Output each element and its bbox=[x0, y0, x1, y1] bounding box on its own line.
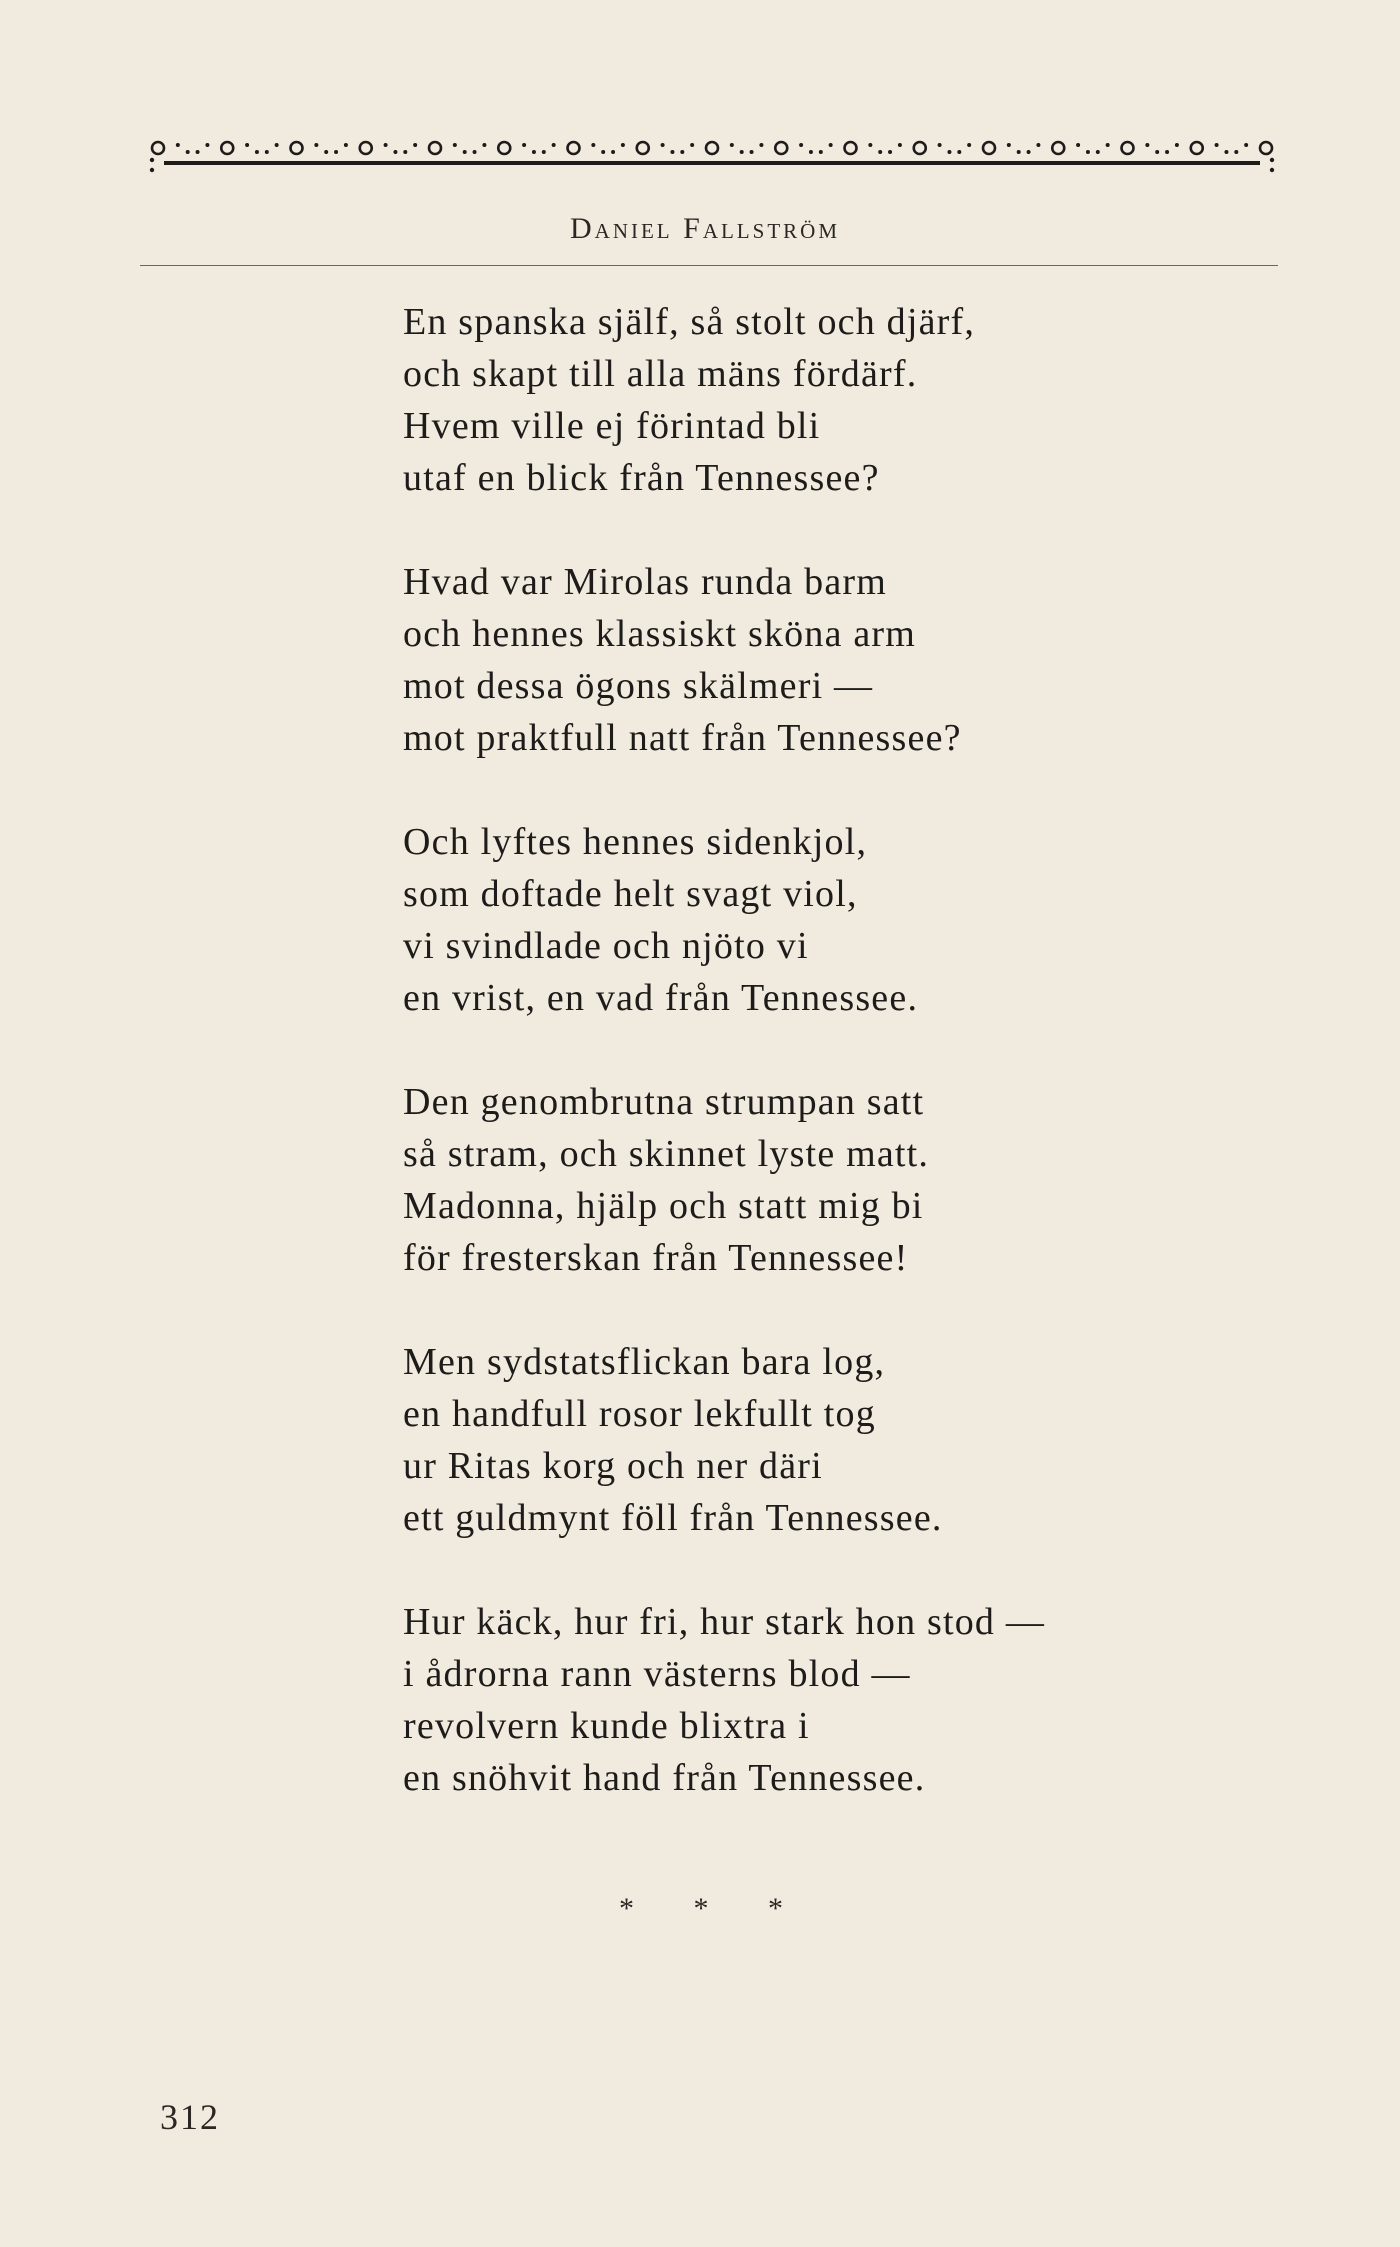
ornament-ring bbox=[221, 142, 233, 154]
ornament-dot bbox=[403, 150, 407, 154]
ornament-dot bbox=[1234, 150, 1238, 154]
ornament-dot bbox=[196, 150, 200, 154]
ornament-dot bbox=[1175, 143, 1179, 147]
ornament-dot bbox=[690, 143, 694, 147]
ornament-dot bbox=[1155, 150, 1159, 154]
ornament-ring bbox=[637, 142, 649, 154]
ornament-ring bbox=[775, 142, 787, 154]
poem-line: En spanska själf, så stolt och djärf, bbox=[403, 301, 976, 343]
ornament-ring bbox=[983, 142, 995, 154]
page-number: 312 bbox=[160, 2097, 220, 2137]
ornament-dot bbox=[868, 143, 872, 147]
ornament-dot bbox=[522, 143, 526, 147]
poem-line: en handfull rosor lekfullt tog bbox=[403, 1393, 876, 1435]
ornament-ring bbox=[152, 142, 164, 154]
poem bbox=[403, 296, 1303, 1856]
ornament-dot bbox=[205, 143, 209, 147]
ornament-dot bbox=[938, 143, 942, 147]
poem-line: en vrist, en vad från Tennessee. bbox=[403, 977, 919, 1019]
ornament-dot bbox=[1017, 150, 1021, 154]
ornament-corner-dot bbox=[1270, 158, 1274, 162]
poem-line: Men sydstatsflickan bara log, bbox=[403, 1341, 886, 1383]
ornament-ring bbox=[291, 142, 303, 154]
poem-line: revolvern kunde blixtra i bbox=[403, 1705, 810, 1747]
ornament-dot bbox=[314, 143, 318, 147]
ornament-dot bbox=[1036, 143, 1040, 147]
ornament-dot bbox=[482, 143, 486, 147]
ornament-bar bbox=[164, 161, 1260, 165]
ornament-dot bbox=[186, 150, 190, 154]
ornament-dot bbox=[670, 150, 674, 154]
ornament-dot bbox=[1145, 143, 1149, 147]
ornament-dot bbox=[591, 143, 595, 147]
ornament-dot bbox=[1244, 143, 1248, 147]
asterism-divider: * * * bbox=[619, 1892, 809, 1925]
poem-line: mot praktfull natt från Tennessee? bbox=[403, 717, 962, 759]
ornament-ring bbox=[1260, 142, 1272, 154]
ornament-ring bbox=[1052, 142, 1064, 154]
ornament-dot bbox=[463, 150, 467, 154]
ornament-dot bbox=[453, 143, 457, 147]
poem-line: Hvad var Mirolas runda barm bbox=[403, 561, 888, 603]
ornament-dot bbox=[740, 150, 744, 154]
ornament-corner-dot bbox=[150, 158, 154, 162]
ornament-corner-dot bbox=[150, 168, 154, 172]
ornament-dot bbox=[730, 143, 734, 147]
ornament-dot bbox=[967, 143, 971, 147]
ornament-dot bbox=[898, 143, 902, 147]
poem-line: Madonna, hjälp och statt mig bi bbox=[403, 1185, 924, 1227]
ornament-dot bbox=[888, 150, 892, 154]
ornament-dot bbox=[1106, 143, 1110, 147]
poem-line: mot dessa ögons skälmeri — bbox=[403, 665, 874, 707]
ornament-dot bbox=[1165, 150, 1169, 154]
ornament-dot bbox=[799, 143, 803, 147]
ornament-ring bbox=[568, 142, 580, 154]
poem-line: ett guldmynt föll från Tennessee. bbox=[403, 1497, 943, 1539]
ornament-dot bbox=[275, 143, 279, 147]
poem-line: som doftade helt svagt viol, bbox=[403, 873, 858, 915]
ornament-dot bbox=[621, 143, 625, 147]
ornamental-border bbox=[148, 128, 1276, 188]
poem-line: så stram, och skinnet lyste matt. bbox=[403, 1133, 930, 1175]
poem-line: en snöhvit hand från Tennessee. bbox=[403, 1757, 926, 1799]
ornament-ring bbox=[914, 142, 926, 154]
ornament-dot bbox=[947, 150, 951, 154]
ornament-ring bbox=[845, 142, 857, 154]
ornament-dot bbox=[1215, 143, 1219, 147]
ornament-dot bbox=[1027, 150, 1031, 154]
ornament-dot bbox=[957, 150, 961, 154]
ornament-dot bbox=[1086, 150, 1090, 154]
stanza bbox=[403, 1336, 1303, 1544]
ornament-dot bbox=[245, 143, 249, 147]
ornament-dot bbox=[759, 143, 763, 147]
ornament-dot bbox=[542, 150, 546, 154]
poem-line: vi svindlade och njöto vi bbox=[403, 925, 809, 967]
ornament-dot bbox=[611, 150, 615, 154]
poem-line: ur Ritas korg och ner däri bbox=[403, 1445, 823, 1487]
poem-line: för fresterskan från Tennessee! bbox=[403, 1237, 909, 1279]
ornament-dot bbox=[255, 150, 259, 154]
ornament-dot bbox=[344, 143, 348, 147]
ornament-dot bbox=[750, 150, 754, 154]
poem-line: Hur käck, hur fri, hur stark hon stod — bbox=[403, 1601, 1046, 1643]
ornament-dot bbox=[552, 143, 556, 147]
ornament-chain bbox=[150, 142, 1274, 172]
poem-line: Den genombrutna strumpan satt bbox=[403, 1081, 925, 1123]
ornament-dot bbox=[176, 143, 180, 147]
ornament-dot bbox=[532, 150, 536, 154]
poem-line: och hennes klassiskt sköna arm bbox=[403, 613, 917, 655]
poem-line: Och lyftes hennes sidenkjol, bbox=[403, 821, 868, 863]
ornament-dot bbox=[393, 150, 397, 154]
poem-line: utaf en blick från Tennessee? bbox=[403, 457, 880, 499]
ornament-ring bbox=[706, 142, 718, 154]
ornament-dot bbox=[809, 150, 813, 154]
ornament-dot bbox=[878, 150, 882, 154]
poem-line: i ådrorna rann västerns blod — bbox=[403, 1653, 911, 1695]
ornament-ring bbox=[360, 142, 372, 154]
ornament-ring bbox=[498, 142, 510, 154]
ornament-dot bbox=[334, 150, 338, 154]
ornament-dot bbox=[265, 150, 269, 154]
poem-line: Hvem ville ej förintad bli bbox=[403, 405, 821, 447]
ornament-dot bbox=[324, 150, 328, 154]
ornament-dot bbox=[1076, 143, 1080, 147]
ornament-dot bbox=[1224, 150, 1228, 154]
header-rule bbox=[140, 265, 1278, 266]
stanza bbox=[403, 556, 1303, 764]
ornament-dot bbox=[829, 143, 833, 147]
ornament-dot bbox=[1007, 143, 1011, 147]
ornament-dot bbox=[661, 143, 665, 147]
ornament-dot bbox=[819, 150, 823, 154]
running-head: Daniel Fallström bbox=[569, 212, 840, 245]
stanza bbox=[403, 1076, 1303, 1284]
ornament-corner-dot bbox=[1270, 168, 1274, 172]
ornament-dot bbox=[413, 143, 417, 147]
ornament-dot bbox=[1096, 150, 1100, 154]
ornament-ring bbox=[1191, 142, 1203, 154]
ornament-dot bbox=[680, 150, 684, 154]
ornament-dot bbox=[473, 150, 477, 154]
stanza bbox=[403, 296, 1303, 504]
stanza bbox=[403, 1596, 1303, 1804]
ornament-dot bbox=[601, 150, 605, 154]
stanza bbox=[403, 816, 1303, 1024]
ornament-dot bbox=[384, 143, 388, 147]
ornament-ring bbox=[429, 142, 441, 154]
poem-line: och skapt till alla mäns fördärf. bbox=[403, 353, 918, 395]
ornament-ring bbox=[1122, 142, 1134, 154]
